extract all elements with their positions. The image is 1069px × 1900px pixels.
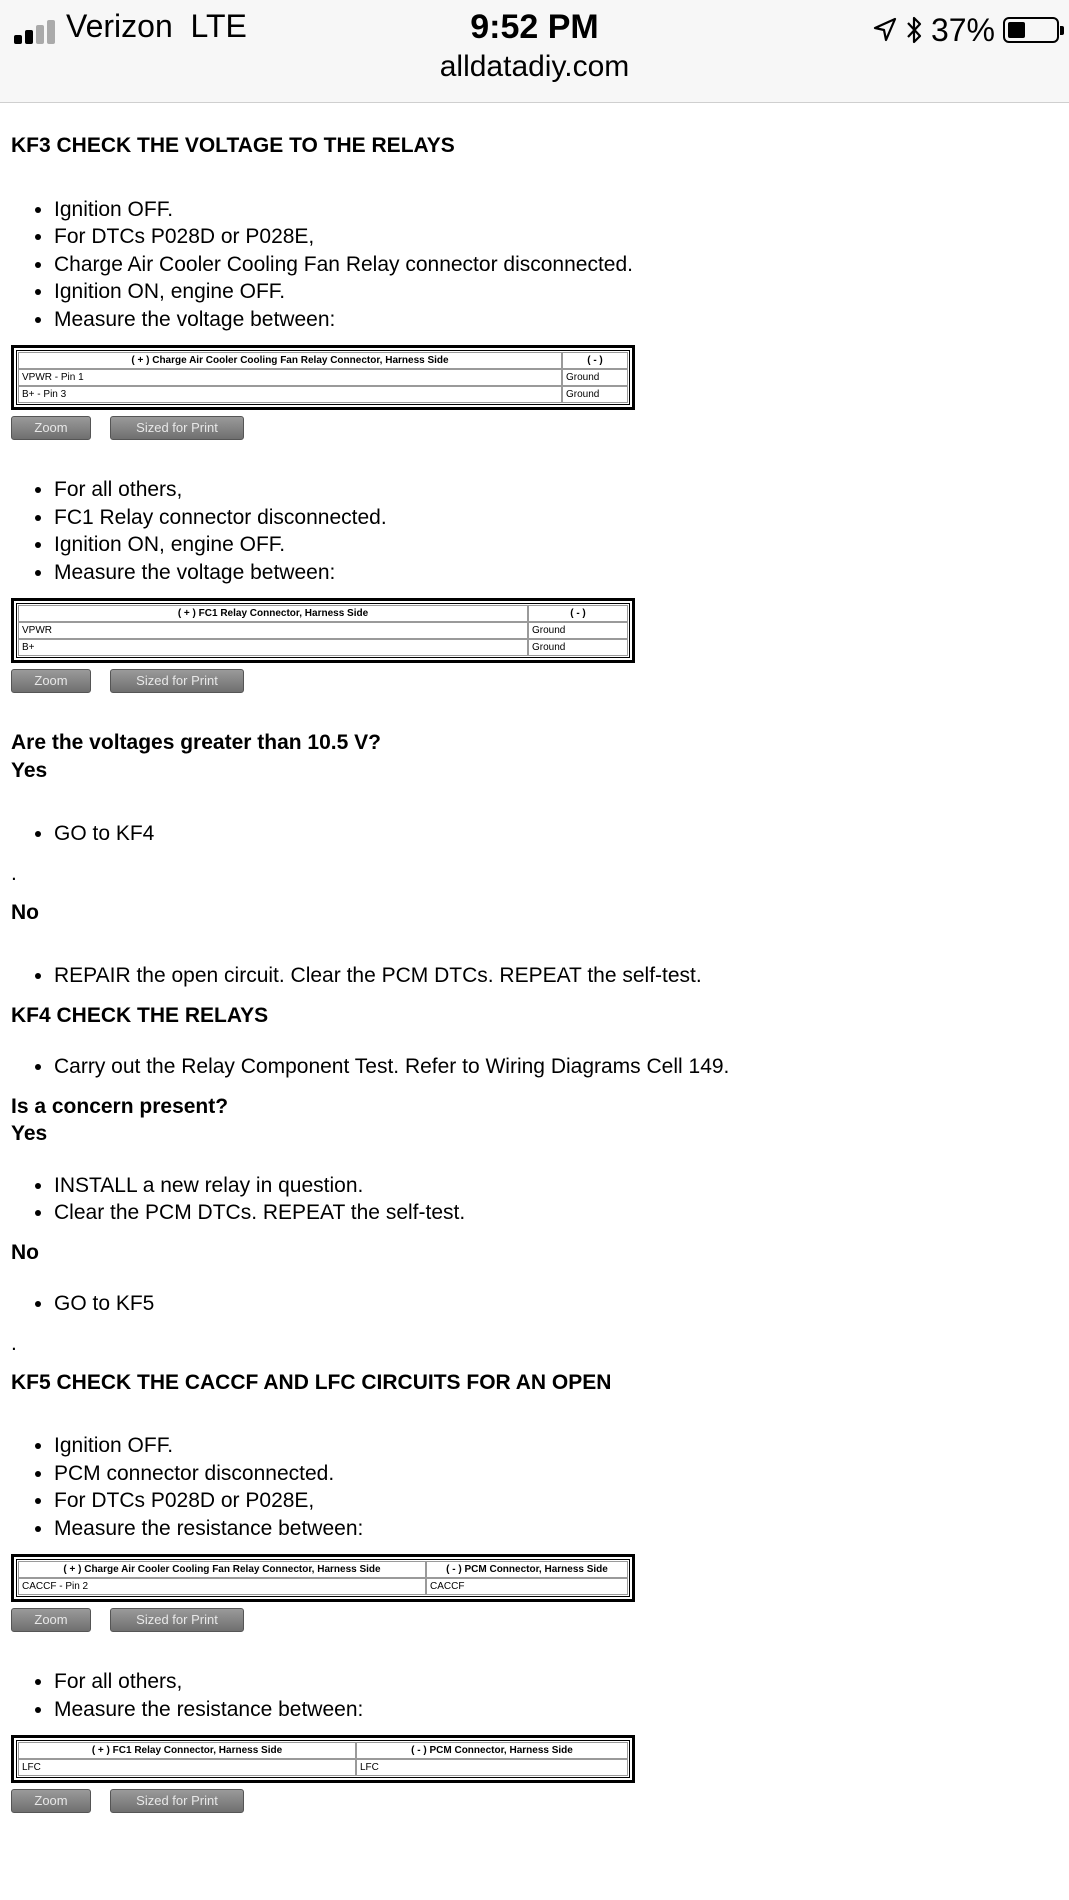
table-header: ( + ) Charge Air Cooler Cooling Fan Relay Connector, Harness Side [18,1561,426,1578]
table-header: ( + ) FC1 Relay Connector, Harness Side [18,1742,356,1759]
section-title-kf4: KF4 CHECK THE RELAYS [11,1003,269,1027]
table-cell: B+ [18,639,528,656]
kf5-steps-list [11,1432,1061,1542]
list-item: • Ignition OFF. [54,196,1061,224]
list-item: • For all others, [54,1668,1061,1696]
zoom-button[interactable]: Zoom [11,1608,91,1632]
list-item: • INSTALL a new relay in question. [54,1172,1061,1200]
kf4-yes-list [11,1172,1061,1227]
table-cell: CACCF [426,1578,628,1595]
list-item: • GO to KF4 [54,820,1061,848]
table-row [18,369,628,386]
zoom-button[interactable]: Zoom [11,669,91,693]
table-cell: Ground [562,369,628,386]
table-cell: Ground [528,622,628,639]
list-item: • REPAIR the open circuit. Clear the PCM DTCs. REPEAT the self-test. [54,962,1061,990]
sized-for-print-button[interactable]: Sized for Print [110,416,244,440]
kf4-steps-list [11,1053,1061,1081]
network-type: LTE [190,8,247,44]
table-row [18,1759,628,1776]
kf5-steps-list-others [11,1668,1061,1723]
table-header: ( - ) PCM Connector, Harness Side [426,1561,628,1578]
bluetooth-icon [905,15,923,45]
list-item: • FC1 Relay connector disconnected. [54,504,1061,532]
zoom-button[interactable]: Zoom [11,1789,91,1813]
list-item: • Measure the resistance between: [54,1515,1061,1543]
section-title-kf5: KF5 CHECK THE CACCF AND LFC CIRCUITS FOR AN OPEN [11,1370,612,1394]
table-header: ( - ) PCM Connector, Harness Side [356,1742,628,1759]
table-cell: VPWR [18,622,528,639]
table-row [18,386,628,403]
no-label: No [11,1240,39,1264]
table-cell: VPWR - Pin 1 [18,369,562,386]
list-item: • For all others, [54,476,1061,504]
table-cell: B+ - Pin 3 [18,386,562,403]
list-item: • For DTCs P028D or P028E, [54,223,1061,251]
table-cell: CACCF - Pin 2 [18,1578,426,1595]
table-header: ( + ) FC1 Relay Connector, Harness Side [18,605,528,622]
list-item: • Ignition ON, engine OFF. [54,531,1061,559]
table-cell: LFC [18,1759,356,1776]
table-cell: LFC [356,1759,628,1776]
kf3-voltage-table-2 [11,598,635,663]
separator-dot: . [11,861,17,885]
kf3-steps-list-others [11,476,1061,586]
kf3-voltage-table-1 [11,345,635,410]
table-header: ( - ) [528,605,628,622]
separator-dot: . [11,1331,17,1355]
kf4-no-list [11,1290,1061,1318]
list-item: • Measure the voltage between: [54,559,1061,587]
carrier-label: Verizon LTE [66,8,247,44]
table-cell: Ground [528,639,628,656]
status-bar [0,0,1069,103]
kf4-question: Is a concern present? [11,1094,229,1118]
yes-label: Yes [11,758,48,782]
table-cell: Ground [562,386,628,403]
list-item: • PCM connector disconnected. [54,1460,1061,1488]
kf3-yes-list [11,820,1061,848]
kf3-steps-list [11,196,1061,334]
battery-icon [1003,17,1059,43]
zoom-button[interactable]: Zoom [11,416,91,440]
list-item: • Ignition OFF. [54,1432,1061,1460]
table-row [18,639,628,656]
list-item: • Clear the PCM DTCs. REPEAT the self-test. [54,1199,1061,1227]
table-row [18,622,628,639]
section-title-kf3: KF3 CHECK THE VOLTAGE TO THE RELAYS [11,134,455,157]
list-item: • GO to KF5 [54,1290,1061,1318]
list-item: • Ignition ON, engine OFF. [54,278,1061,306]
list-item: • Carry out the Relay Component Test. Refer to Wiring Diagrams Cell 149. [54,1053,1061,1081]
table-header: ( + ) Charge Air Cooler Cooling Fan Relay Connector, Harness Side [18,352,562,369]
sized-for-print-button[interactable]: Sized for Print [110,1608,244,1632]
no-label: No [11,900,39,924]
yes-label: Yes [11,1122,48,1145]
article-content [11,132,1061,1813]
sized-for-print-button[interactable]: Sized for Print [110,669,244,693]
list-item: • Measure the resistance between: [54,1696,1061,1724]
kf5-resistance-table-1 [11,1554,635,1602]
list-item: • For DTCs P028D or P028E, [54,1487,1061,1515]
kf3-question: Are the voltages greater than 10.5 V? [11,731,381,754]
sized-for-print-button[interactable]: Sized for Print [110,1789,244,1813]
list-item: • Charge Air Cooler Cooling Fan Relay connector disconnected. [54,251,1061,279]
kf5-resistance-table-2 [11,1735,635,1783]
list-item: • Measure the voltage between: [54,306,1061,334]
table-row [18,1578,628,1595]
clock: 9:52 PM [470,8,599,46]
battery-percent: 37% [930,11,995,48]
address-bar-url[interactable]: alldatadiy.com [439,50,630,83]
table-header: ( - ) [562,352,628,369]
kf3-no-list [11,962,1061,990]
location-icon [873,17,897,43]
